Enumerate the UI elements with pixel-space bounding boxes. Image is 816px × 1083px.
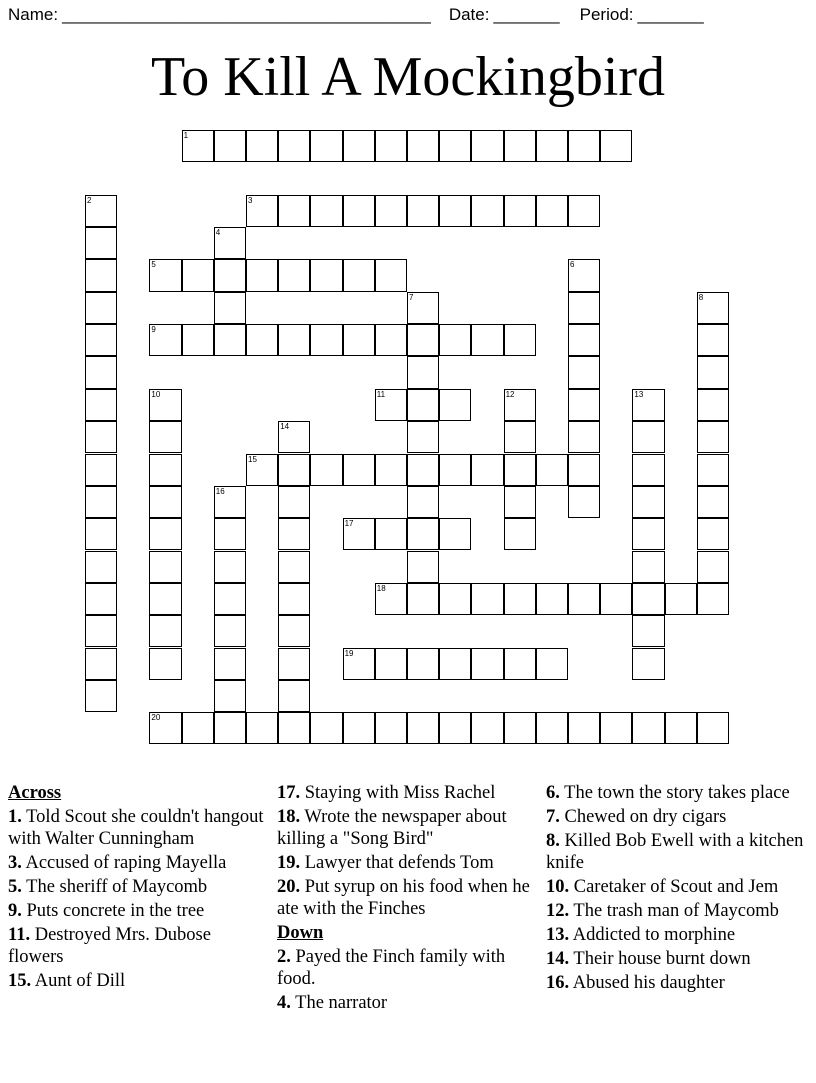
grid-cell[interactable] bbox=[85, 486, 117, 518]
clue-number: 3. bbox=[8, 853, 22, 873]
grid-cell[interactable] bbox=[85, 648, 117, 680]
clue-number: 18. bbox=[277, 807, 301, 827]
grid-cell[interactable] bbox=[568, 712, 600, 744]
grid-cell[interactable] bbox=[504, 486, 536, 518]
grid-cell[interactable] bbox=[536, 454, 568, 486]
grid-cell[interactable] bbox=[343, 259, 375, 291]
grid-cell[interactable] bbox=[504, 648, 536, 680]
clue-section-heading: Down bbox=[277, 923, 324, 943]
clue-number: 16. bbox=[546, 973, 570, 993]
clue-text: The trash man of Maycomb bbox=[569, 901, 779, 921]
grid-cell[interactable] bbox=[375, 195, 407, 227]
grid-cell[interactable] bbox=[214, 648, 246, 680]
clue-item bbox=[8, 900, 270, 922]
grid-cell[interactable] bbox=[149, 712, 181, 744]
grid-cell[interactable] bbox=[85, 195, 117, 227]
grid-cell[interactable] bbox=[375, 454, 407, 486]
grid-cell[interactable] bbox=[375, 130, 407, 162]
grid-cell[interactable] bbox=[568, 486, 600, 518]
grid-cell[interactable] bbox=[278, 130, 310, 162]
grid-cell[interactable] bbox=[375, 712, 407, 744]
grid-cell[interactable] bbox=[278, 583, 310, 615]
cell-number: 8 bbox=[698, 292, 704, 302]
grid-cell[interactable] bbox=[343, 648, 375, 680]
name-blank[interactable]: _______________________________________ bbox=[62, 5, 431, 24]
grid-cell[interactable] bbox=[665, 712, 697, 744]
clue-item bbox=[277, 946, 539, 990]
clue-number: 4. bbox=[277, 993, 291, 1013]
grid-cell[interactable] bbox=[407, 551, 439, 583]
clue-item bbox=[277, 876, 539, 920]
grid-cell[interactable] bbox=[182, 130, 214, 162]
grid-cell[interactable] bbox=[697, 356, 729, 388]
grid-cell[interactable] bbox=[632, 454, 664, 486]
cell-number: 12 bbox=[505, 389, 515, 399]
grid-cell[interactable] bbox=[85, 615, 117, 647]
grid-cell[interactable] bbox=[343, 195, 375, 227]
grid-cell[interactable] bbox=[697, 324, 729, 356]
grid-cell[interactable] bbox=[214, 324, 246, 356]
grid-cell[interactable] bbox=[149, 583, 181, 615]
grid-cell[interactable] bbox=[697, 389, 729, 421]
grid-cell[interactable] bbox=[278, 259, 310, 291]
grid-cell[interactable] bbox=[85, 680, 117, 712]
grid-cell[interactable] bbox=[246, 712, 278, 744]
clue-number: 2. bbox=[277, 947, 291, 967]
grid-cell[interactable] bbox=[697, 454, 729, 486]
grid-cell[interactable] bbox=[310, 130, 342, 162]
grid-cell[interactable] bbox=[600, 130, 632, 162]
grid-cell[interactable] bbox=[568, 583, 600, 615]
grid-cell[interactable] bbox=[568, 454, 600, 486]
grid-cell[interactable] bbox=[343, 130, 375, 162]
grid-cell[interactable] bbox=[375, 389, 407, 421]
grid-cell[interactable] bbox=[407, 648, 439, 680]
grid-cell[interactable] bbox=[278, 648, 310, 680]
cell-number: 6 bbox=[570, 260, 575, 270]
grid-cell[interactable] bbox=[439, 195, 471, 227]
cell-number: 9 bbox=[151, 325, 156, 335]
grid-cell[interactable] bbox=[214, 518, 246, 550]
grid-cell[interactable] bbox=[278, 712, 310, 744]
clue-item bbox=[8, 970, 270, 992]
clue-item bbox=[546, 948, 808, 970]
grid-cell[interactable] bbox=[407, 292, 439, 324]
grid-cell[interactable] bbox=[536, 648, 568, 680]
grid-cell[interactable] bbox=[85, 324, 117, 356]
cell-number: 3 bbox=[248, 195, 253, 205]
clue-item bbox=[8, 876, 270, 898]
grid-cell[interactable] bbox=[697, 518, 729, 550]
grid-cell[interactable] bbox=[504, 130, 536, 162]
clue-text: Caretaker of Scout and Jem bbox=[569, 877, 779, 897]
grid-cell[interactable] bbox=[407, 486, 439, 518]
cell-number: 1 bbox=[183, 131, 189, 140]
grid-cell[interactable] bbox=[568, 292, 600, 324]
grid-cell[interactable] bbox=[278, 454, 310, 486]
clue-text: Their house burnt down bbox=[569, 949, 751, 969]
cell-number: 10 bbox=[151, 389, 161, 399]
grid-cell[interactable] bbox=[343, 454, 375, 486]
grid-cell[interactable] bbox=[375, 259, 407, 291]
grid-cell[interactable] bbox=[439, 454, 471, 486]
grid-cell[interactable] bbox=[214, 130, 246, 162]
date-label: Date: bbox=[448, 5, 490, 24]
clue-number: 9. bbox=[8, 901, 22, 921]
clue-item bbox=[8, 806, 270, 850]
grid-cell[interactable] bbox=[85, 292, 117, 324]
clue-number: 6. bbox=[546, 783, 560, 803]
date-blank[interactable]: _______ bbox=[493, 5, 560, 24]
grid-cell[interactable] bbox=[504, 583, 536, 615]
grid-cell[interactable] bbox=[600, 712, 632, 744]
grid-cell[interactable] bbox=[439, 324, 471, 356]
grid-cell[interactable] bbox=[407, 712, 439, 744]
grid-cell[interactable] bbox=[632, 648, 664, 680]
grid-cell[interactable] bbox=[246, 454, 278, 486]
clue-text: Destroyed Mrs. Dubose flowers bbox=[8, 925, 211, 967]
clue-text: Payed the Finch family with food. bbox=[277, 947, 506, 989]
grid-cell[interactable] bbox=[214, 486, 246, 518]
grid-cell[interactable] bbox=[536, 195, 568, 227]
grid-cell[interactable] bbox=[214, 583, 246, 615]
cell-number: 17 bbox=[344, 519, 354, 529]
clue-item bbox=[546, 782, 808, 804]
grid-cell[interactable] bbox=[439, 130, 471, 162]
grid-cell[interactable] bbox=[310, 195, 342, 227]
cell-number: 2 bbox=[87, 195, 92, 205]
grid-cell[interactable] bbox=[697, 583, 729, 615]
grid-cell[interactable] bbox=[149, 421, 181, 453]
clue-text: Accused of raping Mayella bbox=[21, 853, 227, 873]
clue-number: 8. bbox=[546, 831, 560, 851]
grid-cell[interactable] bbox=[85, 583, 117, 615]
clue-text: Wrote the newspaper about killing a "Song Bird" bbox=[277, 807, 507, 849]
grid-cell[interactable] bbox=[504, 518, 536, 550]
clue-section-heading: Across bbox=[8, 783, 62, 803]
grid-cell[interactable] bbox=[471, 712, 503, 744]
grid-cell[interactable] bbox=[343, 324, 375, 356]
grid-cell[interactable] bbox=[632, 421, 664, 453]
grid-cell[interactable] bbox=[310, 259, 342, 291]
clue-item bbox=[546, 806, 808, 828]
grid-cell[interactable] bbox=[439, 648, 471, 680]
grid-cell[interactable] bbox=[85, 259, 117, 291]
grid-cell[interactable] bbox=[375, 324, 407, 356]
grid-cell[interactable] bbox=[149, 389, 181, 421]
grid-cell[interactable] bbox=[407, 356, 439, 388]
clue-item bbox=[546, 830, 808, 874]
grid-cell[interactable] bbox=[665, 583, 697, 615]
grid-cell[interactable] bbox=[471, 324, 503, 356]
clue-item bbox=[546, 900, 808, 922]
grid-cell[interactable] bbox=[504, 712, 536, 744]
clue-text: Killed Bob Ewell with a kitchen knife bbox=[546, 831, 804, 873]
clue-column-3 bbox=[546, 782, 808, 996]
grid-cell[interactable] bbox=[149, 259, 181, 291]
grid-cell[interactable] bbox=[246, 130, 278, 162]
clue-item bbox=[546, 924, 808, 946]
period-blank[interactable]: _______ bbox=[637, 5, 704, 24]
grid-cell[interactable] bbox=[504, 454, 536, 486]
grid-cell[interactable] bbox=[471, 648, 503, 680]
grid-cell[interactable] bbox=[407, 324, 439, 356]
grid-cell[interactable] bbox=[632, 615, 664, 647]
grid-cell[interactable] bbox=[214, 551, 246, 583]
grid-cell[interactable] bbox=[214, 259, 246, 291]
grid-cell[interactable] bbox=[568, 324, 600, 356]
grid-cell[interactable] bbox=[214, 227, 246, 259]
clue-text: Lawyer that defends Tom bbox=[300, 853, 494, 873]
clue-text: Addicted to morphine bbox=[569, 925, 736, 945]
cell-number: 4 bbox=[215, 228, 221, 238]
clue-number: 5. bbox=[8, 877, 22, 897]
clue-number: 14. bbox=[546, 949, 570, 969]
grid-cell[interactable] bbox=[343, 518, 375, 550]
grid-cell[interactable] bbox=[85, 454, 117, 486]
clue-text: Told Scout she couldn't hangout with Walter Cunningham bbox=[8, 807, 264, 849]
grid-cell[interactable] bbox=[214, 292, 246, 324]
grid-cell[interactable] bbox=[343, 712, 375, 744]
clue-item bbox=[277, 782, 539, 804]
grid-cell[interactable] bbox=[471, 454, 503, 486]
grid-cell[interactable] bbox=[246, 259, 278, 291]
page-title: To Kill A Mockingbird bbox=[150, 46, 666, 108]
cell-number: 20 bbox=[151, 713, 161, 723]
cell-number: 5 bbox=[151, 260, 156, 270]
clue-text: The sheriff of Maycomb bbox=[21, 877, 208, 897]
clue-number: 19. bbox=[277, 853, 301, 873]
cell-number: 19 bbox=[344, 648, 354, 658]
cell-number: 14 bbox=[280, 422, 290, 432]
grid-cell[interactable] bbox=[632, 486, 664, 518]
grid-cell[interactable] bbox=[375, 648, 407, 680]
grid-cell[interactable] bbox=[600, 583, 632, 615]
grid-cell[interactable] bbox=[407, 421, 439, 453]
grid-cell[interactable] bbox=[149, 615, 181, 647]
grid-cell[interactable] bbox=[85, 389, 117, 421]
grid-cell[interactable] bbox=[697, 712, 729, 744]
grid-cell[interactable] bbox=[504, 324, 536, 356]
grid-cell[interactable] bbox=[407, 130, 439, 162]
grid-cell[interactable] bbox=[697, 292, 729, 324]
grid-cell[interactable] bbox=[375, 583, 407, 615]
grid-cell[interactable] bbox=[439, 583, 471, 615]
name-label: Name: bbox=[8, 5, 59, 24]
grid-cell[interactable] bbox=[568, 356, 600, 388]
grid-cell[interactable] bbox=[246, 195, 278, 227]
grid-cell[interactable] bbox=[182, 712, 214, 744]
grid-cell[interactable] bbox=[632, 518, 664, 550]
clue-number: 13. bbox=[546, 925, 570, 945]
clue-item bbox=[546, 876, 808, 898]
grid-cell[interactable] bbox=[149, 648, 181, 680]
grid-cell[interactable] bbox=[697, 421, 729, 453]
grid-cell[interactable] bbox=[407, 583, 439, 615]
grid-cell[interactable] bbox=[568, 389, 600, 421]
clue-text: Staying with Miss Rachel bbox=[300, 783, 496, 803]
cell-number: 18 bbox=[376, 583, 386, 593]
grid-cell[interactable] bbox=[278, 195, 310, 227]
grid-cell[interactable] bbox=[536, 583, 568, 615]
clue-text: Abused his daughter bbox=[569, 973, 725, 993]
clue-text: Puts concrete in the tree bbox=[21, 901, 205, 921]
grid-cell[interactable] bbox=[278, 551, 310, 583]
grid-cell[interactable] bbox=[568, 259, 600, 291]
clue-number: 11. bbox=[8, 925, 31, 945]
grid-cell[interactable] bbox=[214, 680, 246, 712]
grid-cell[interactable] bbox=[632, 712, 664, 744]
grid-cell[interactable] bbox=[310, 324, 342, 356]
grid-cell[interactable] bbox=[182, 324, 214, 356]
grid-cell[interactable] bbox=[471, 195, 503, 227]
clue-item bbox=[277, 852, 539, 874]
clue-item bbox=[8, 852, 270, 874]
grid-cell[interactable] bbox=[149, 551, 181, 583]
clue-item bbox=[546, 972, 808, 994]
clue-item bbox=[277, 806, 539, 850]
grid-cell[interactable] bbox=[439, 518, 471, 550]
grid-cell[interactable] bbox=[697, 486, 729, 518]
grid-cell[interactable] bbox=[278, 324, 310, 356]
grid-cell[interactable] bbox=[310, 712, 342, 744]
clue-text: Chewed on dry cigars bbox=[559, 807, 727, 827]
grid-cell[interactable] bbox=[182, 259, 214, 291]
clue-number: 17. bbox=[277, 783, 301, 803]
clue-number: 1. bbox=[8, 807, 22, 827]
grid-cell[interactable] bbox=[632, 389, 664, 421]
clue-number: 7. bbox=[546, 807, 560, 827]
grid-cell[interactable] bbox=[85, 518, 117, 550]
grid-cell[interactable] bbox=[85, 551, 117, 583]
grid-cell[interactable] bbox=[407, 454, 439, 486]
grid-cell[interactable] bbox=[278, 615, 310, 647]
grid-cell[interactable] bbox=[214, 615, 246, 647]
grid-cell[interactable] bbox=[246, 324, 278, 356]
grid-cell[interactable] bbox=[149, 324, 181, 356]
clue-text: Aunt of Dill bbox=[31, 971, 126, 991]
clue-number: 10. bbox=[546, 877, 570, 897]
grid-cell[interactable] bbox=[439, 712, 471, 744]
clue-column-2 bbox=[277, 782, 539, 1016]
clue-item bbox=[277, 992, 539, 1014]
grid-cell[interactable] bbox=[536, 712, 568, 744]
grid-cell[interactable] bbox=[697, 551, 729, 583]
grid-cell[interactable] bbox=[149, 454, 181, 486]
clue-text: Put syrup on his food when he ate with the Finches bbox=[277, 877, 530, 919]
grid-cell[interactable] bbox=[568, 421, 600, 453]
grid-cell[interactable] bbox=[632, 551, 664, 583]
grid-cell[interactable] bbox=[278, 421, 310, 453]
grid-cell[interactable] bbox=[471, 583, 503, 615]
grid-cell[interactable] bbox=[85, 421, 117, 453]
grid-cell[interactable] bbox=[149, 486, 181, 518]
clue-number: 15. bbox=[8, 971, 32, 991]
grid-cell[interactable] bbox=[536, 130, 568, 162]
grid-cell[interactable] bbox=[278, 486, 310, 518]
clue-number: 20. bbox=[277, 877, 301, 897]
grid-cell[interactable] bbox=[632, 583, 664, 615]
grid-cell[interactable] bbox=[504, 195, 536, 227]
grid-cell[interactable] bbox=[149, 518, 181, 550]
cell-number: 15 bbox=[248, 454, 257, 464]
cell-number: 11 bbox=[376, 389, 386, 399]
grid-cell[interactable] bbox=[214, 712, 246, 744]
grid-cell[interactable] bbox=[568, 130, 600, 162]
grid-cell[interactable] bbox=[278, 680, 310, 712]
cell-number: 13 bbox=[634, 389, 644, 399]
grid-cell[interactable] bbox=[407, 389, 439, 421]
grid-cell[interactable] bbox=[568, 195, 600, 227]
clue-text: The narrator bbox=[290, 993, 388, 1013]
grid-cell[interactable] bbox=[85, 356, 117, 388]
grid-cell[interactable] bbox=[439, 389, 471, 421]
grid-cell[interactable] bbox=[375, 518, 407, 550]
cell-number: 16 bbox=[215, 486, 225, 496]
grid-cell[interactable] bbox=[504, 421, 536, 453]
period-label: Period: bbox=[579, 5, 634, 24]
clue-item bbox=[8, 924, 270, 968]
grid-cell[interactable] bbox=[407, 195, 439, 227]
grid-cell[interactable] bbox=[310, 454, 342, 486]
clue-column-1 bbox=[8, 782, 270, 994]
clue-number: 12. bbox=[546, 901, 570, 921]
grid-cell[interactable] bbox=[278, 518, 310, 550]
grid-cell[interactable] bbox=[471, 130, 503, 162]
grid-cell[interactable] bbox=[504, 389, 536, 421]
clue-text: The town the story takes place bbox=[559, 783, 790, 803]
cell-number: 7 bbox=[409, 292, 414, 302]
grid-cell[interactable] bbox=[407, 518, 439, 550]
grid-cell[interactable] bbox=[85, 227, 117, 259]
